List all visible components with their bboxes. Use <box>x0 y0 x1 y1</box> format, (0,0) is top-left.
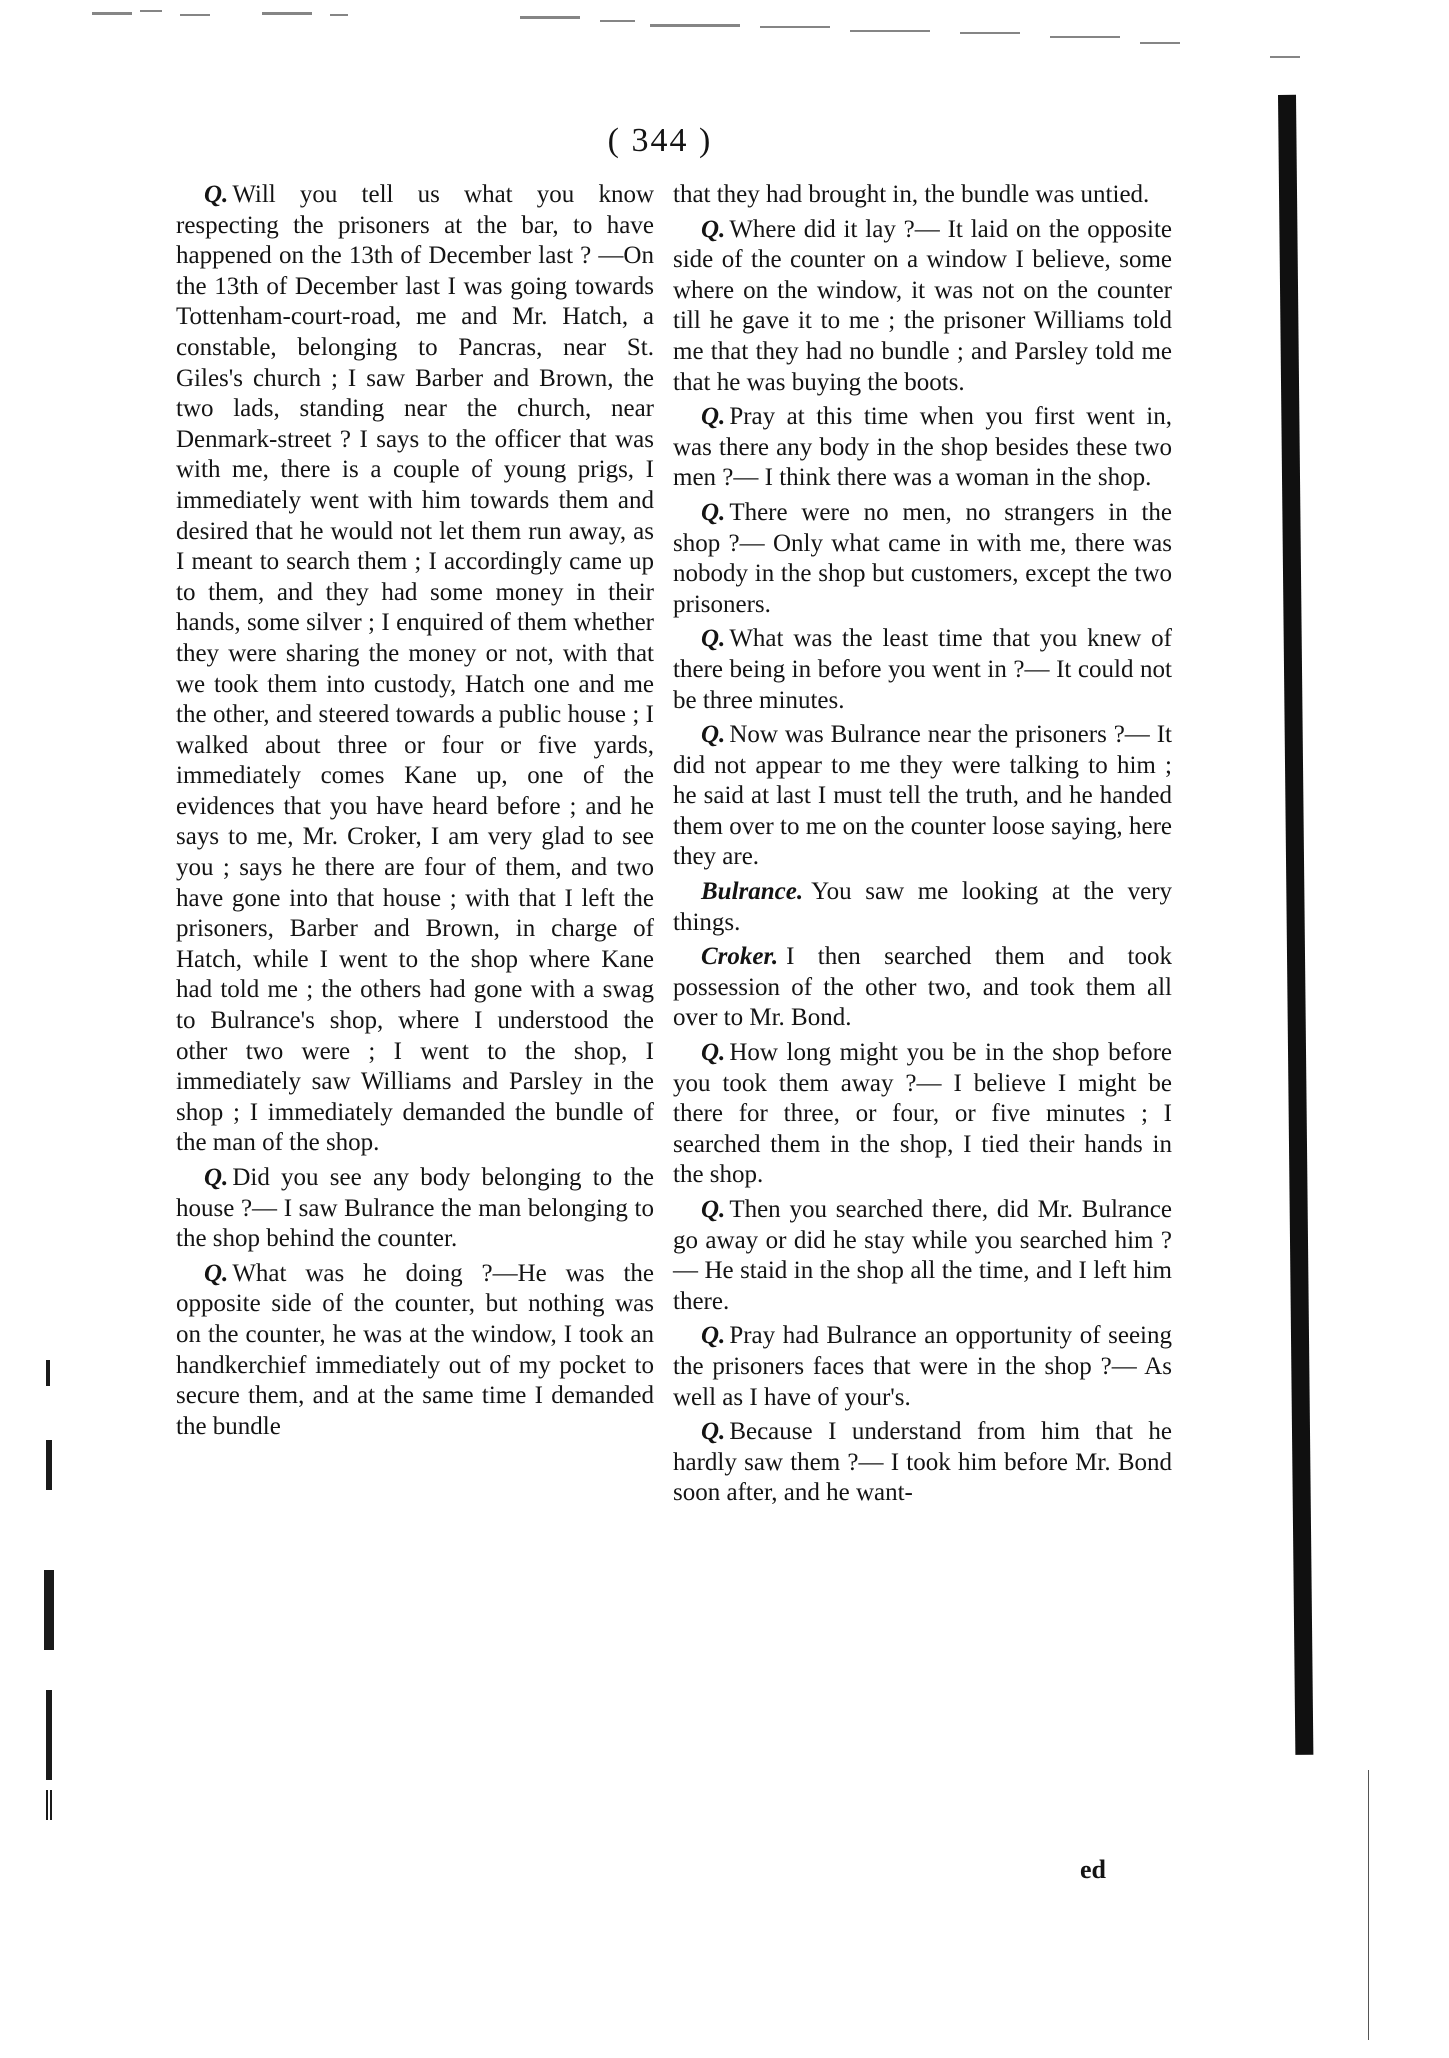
left-text-column <box>176 180 654 1446</box>
question-paragraph <box>176 1163 654 1255</box>
paragraph-text: Pray had Bulrance an opportunity of seeing the prisoners faces that were in the shop ?— As well as I have of your's. <box>673 1322 1172 1411</box>
scan-noise-left-edge <box>20 1330 60 1930</box>
question-marker: Q. <box>701 1322 726 1350</box>
paragraph-text: Where did it lay ?— It laid on the opposite side of the counter on a window I believe, some where on the window, it was not on the counter till he gave it to me ; the prisoner Williams told me that they had no bundle ; and Parsley told me that he was buying the boots. <box>673 215 1172 396</box>
question-paragraph <box>673 1321 1172 1413</box>
question-marker: Q. <box>701 625 726 653</box>
paragraph-text: Did you see any body belonging to the house ?— I saw Bulrance the man belonging to the shop behind the counter. <box>176 1164 654 1253</box>
continuation-paragraph <box>673 180 1172 211</box>
speaker-name: Croker. <box>701 943 779 971</box>
speaker-paragraph <box>673 942 1172 1034</box>
paragraph-text: Because I understand from him that he hardly saw them ?— I took him before Mr. Bond soon after, and he want- <box>673 1418 1172 1507</box>
speaker-name: Bulrance. <box>701 878 804 906</box>
question-marker: Q. <box>204 1259 229 1287</box>
paragraph-text: You saw me looking at the very things. <box>673 878 1172 936</box>
question-paragraph <box>673 1195 1172 1317</box>
paragraph-text: What was he doing ?—He was the opposite side of the counter, but nothing was on the counter, he was at the window, I took an handkerchief immediately out of my pocket to secure them, and at the same time I demanded the bundle <box>176 1259 654 1440</box>
question-marker: Q. <box>701 721 726 749</box>
page-gutter-shadow <box>1278 95 1313 1755</box>
paragraph-text: There were no men, no strangers in the shop ?— Only what came in with me, there was nobody in the shop but customers, except the two prisoners. <box>673 498 1172 618</box>
paragraph-text: that they had brought in, the bundle was untied. <box>673 181 1150 208</box>
question-paragraph <box>673 498 1172 620</box>
page-number: ( 344 ) <box>607 122 713 159</box>
question-paragraph <box>673 624 1172 716</box>
question-paragraph <box>673 720 1172 873</box>
question-paragraph <box>176 180 654 1159</box>
paragraph-text: Then you searched there, did Mr. Bulrance go away or did he stay while you searched him ?— He staid in the shop all the time, and I left him there. <box>673 1196 1172 1315</box>
paragraph-text: I then searched them and took possession of the other two, and took them all over to Mr. Bond. <box>673 943 1172 1032</box>
paragraph-text: Will you tell us what you know respecting the prisoners at the bar, to have happened on the 13th of December last ? —On the 13th of December last I was going towards Tottenham-court-road, me and Mr. Hatch, a constable, belonging to Pancras, near St. Giles's church ; I saw Barber and Brown, the two lads, standing near the church, near Denmark-street ? I says to the officer that was with me, there is a couple of young prigs, I immediately went with him towards them and desired that he would not let them run away, as I meant to search them ; I accordingly came up to them, and they had some money in their hands, some silver ; I enquired of them whether they were sharing the money or not, with that we took them into custody, Hatch one and me the other, and steered towards a public house ; I walked about three or four or five yards, immediately comes Kane up, one of the evidences that you have heard before ; and he says to me, Mr. Croker, I am very glad to see you ; says he there are four of them, and two have gone into that house ; with that I left the prisoners, Barber and Brown, in charge of Hatch, while I went to the shop where Kane had told me ; the others had gone with a swag to Bulrance's shop, where I understood the other two were ; I went to the shop, I immediately saw Williams and Parsley in the shop ; I immediately demanded the bundle of the man of the shop. <box>176 181 654 1157</box>
question-paragraph <box>673 215 1172 399</box>
question-paragraph <box>673 1038 1172 1191</box>
paragraph-text: Now was Bulrance near the prisoners ?— It did not appear to me they were talking to him ; he said at last I must tell the truth, and he handed them over to me on the counter loose saying, here they are. <box>673 721 1172 871</box>
paragraph-text: Pray at this time when you first went in, was there any body in the shop besides these two men ?— I think there was a woman in the shop. <box>673 403 1172 492</box>
paragraph-text: What was the least time that you knew of there being in before you went in ?— It could not be three minutes. <box>673 625 1172 714</box>
right-text-column <box>673 180 1172 1513</box>
question-marker: Q. <box>701 1039 726 1067</box>
catchword: ed <box>1080 1855 1106 1884</box>
question-marker: Q. <box>204 1164 229 1191</box>
scan-noise-right-edge <box>1368 1770 1370 2040</box>
question-marker: Q. <box>701 498 726 526</box>
question-paragraph <box>176 1259 654 1443</box>
scan-noise-top <box>0 0 1449 60</box>
speaker-paragraph <box>673 877 1172 938</box>
question-paragraph <box>673 402 1172 494</box>
question-marker: Q. <box>701 215 726 243</box>
question-marker: Q. <box>701 1196 726 1223</box>
paragraph-text: How long might you be in the shop before you took them away ?— I believe I might be there for three, or four, or five minutes ; I searched them in the shop, I tied their hands in the shop. <box>673 1039 1172 1189</box>
question-marker: Q. <box>701 403 726 431</box>
question-marker: Q. <box>701 1418 726 1446</box>
question-paragraph <box>673 1417 1172 1509</box>
question-marker: Q. <box>204 181 229 208</box>
